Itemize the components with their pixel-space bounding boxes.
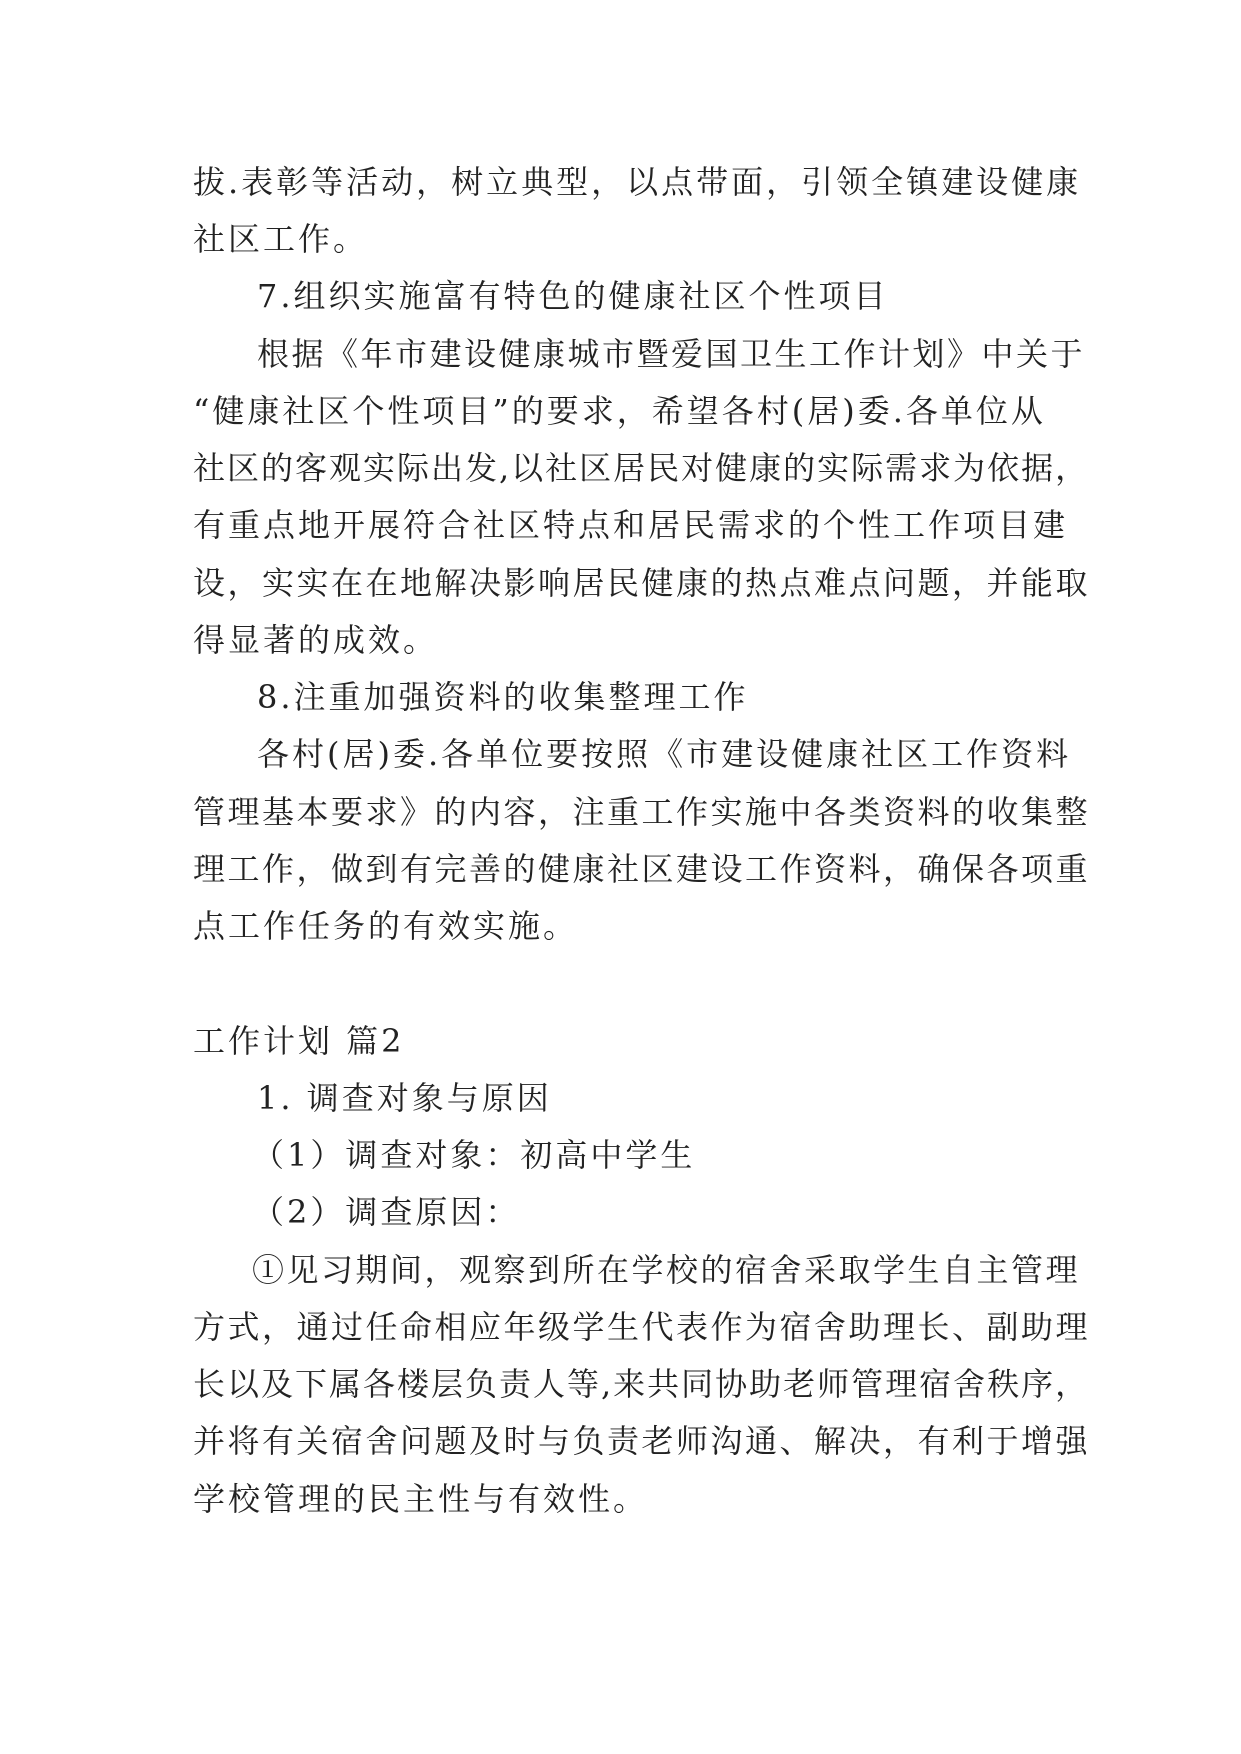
- section-heading: 7.组织实施富有特色的健康社区个性项目: [257, 277, 889, 315]
- paragraph-line: 得显著的成效。: [193, 621, 439, 659]
- paragraph-line: 社区工作。: [193, 220, 369, 258]
- paragraph-line: 管理基本要求》的内容，注重工作实施中各类资料的收集整: [193, 793, 1091, 831]
- paragraph-line: 拔.表彰等活动，树立典型，以点带面，引领全镇建设健康: [193, 163, 1082, 201]
- document-heading: 工作计划 篇2: [193, 1022, 405, 1060]
- list-item: （2）调查原因：: [252, 1193, 521, 1231]
- paragraph-line: ①见习期间，观察到所在学校的宿舍采取学生自主管理: [252, 1251, 1081, 1289]
- paragraph-line: 长以及下属各楼层负责人等,来共同协助老师管理宿舍秩序，: [193, 1365, 1090, 1403]
- paragraph-line: “健康社区个性项目”的要求，希望各村(居)委.各单位从: [193, 392, 1046, 430]
- list-item: （1）调查对象：初高中学生: [252, 1136, 696, 1174]
- paragraph-line: 方式，通过任命相应年级学生代表作为宿舍助理长、副助理: [193, 1308, 1091, 1346]
- paragraph-line: 社区的客观实际出发,以社区居民对健康的实际需求为依据，: [193, 449, 1090, 487]
- paragraph-line: 根据《年市建设健康城市暨爱国卫生工作计划》中关于: [257, 335, 1086, 373]
- section-heading: 8.注重加强资料的收集整理工作: [257, 678, 749, 716]
- paragraph-line: 有重点地开展符合社区特点和居民需求的个性工作项目建: [193, 506, 1069, 544]
- paragraph-line: 点工作任务的有效实施。: [193, 907, 579, 945]
- paragraph-line: 理工作，做到有完善的健康社区建设工作资料，确保各项重: [193, 850, 1091, 888]
- paragraph-line: 学校管理的民主性与有效性。: [193, 1480, 649, 1518]
- paragraph-line: 并将有关宿舍问题及时与负责老师沟通、解决，有利于增强: [193, 1422, 1091, 1460]
- paragraph-line: 各村(居)委.各单位要按照《市建设健康社区工作资料: [257, 735, 1072, 773]
- paragraph-line: 设，实实在在地解决影响居民健康的热点难点问题，并能取: [193, 564, 1091, 602]
- section-heading: 1. 调查对象与原因: [257, 1079, 552, 1117]
